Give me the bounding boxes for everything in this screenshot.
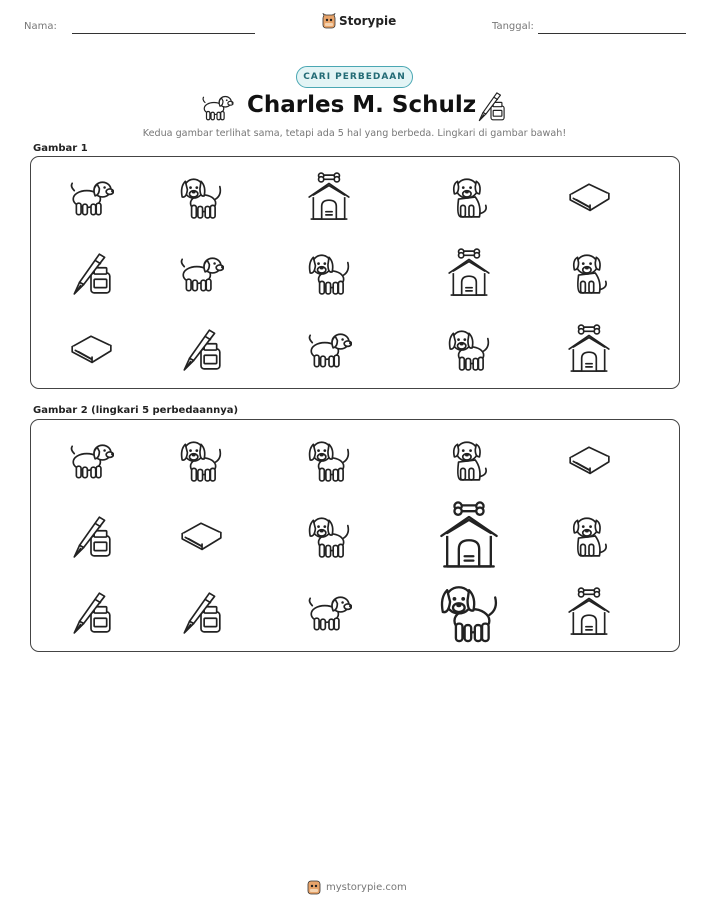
book-icon xyxy=(566,179,612,215)
name-line[interactable] xyxy=(72,33,255,34)
dog-standing-icon[interactable] xyxy=(306,437,352,483)
footer xyxy=(307,879,407,895)
dog-standing-icon[interactable] xyxy=(437,580,501,644)
book-icon[interactable] xyxy=(178,518,224,554)
doghouse-icon[interactable] xyxy=(566,587,612,637)
name-label: Nama: xyxy=(24,21,57,32)
dog-side-icon xyxy=(68,176,114,218)
date-line[interactable] xyxy=(538,33,686,34)
storypie-mascot-icon xyxy=(307,879,321,895)
pen-ink-icon[interactable] xyxy=(178,589,224,635)
dog-standing-icon xyxy=(178,174,224,220)
footer-url[interactable]: mystorypie.com xyxy=(326,881,407,893)
book-icon xyxy=(68,331,114,367)
doghouse-icon xyxy=(566,324,612,374)
pen-ink-icon xyxy=(178,326,224,372)
dog-sitting-icon[interactable] xyxy=(566,513,612,559)
section-1-label: Gambar 1 xyxy=(33,143,88,154)
dog-standing-icon[interactable] xyxy=(178,437,224,483)
dog-side-icon xyxy=(306,328,352,370)
doghouse-icon[interactable] xyxy=(437,501,501,571)
picture-2-panel[interactable] xyxy=(30,419,680,652)
dog-sitting-icon xyxy=(566,250,612,296)
section-2-label: Gambar 2 (lingkari 5 perbedaannya) xyxy=(33,405,239,416)
pen-ink-icon[interactable] xyxy=(68,513,114,559)
instructions: Kedua gambar terlihat sama, tetapi ada 5 hal yang berbeda. Lingkari di gambar bawah! xyxy=(142,128,567,139)
title-row xyxy=(0,90,709,126)
dog-sitting-icon[interactable] xyxy=(446,437,492,483)
dog-standing-icon xyxy=(306,250,352,296)
doghouse-icon xyxy=(306,172,352,222)
doghouse-icon xyxy=(446,248,492,298)
dog-standing-icon xyxy=(446,326,492,372)
dog-sitting-icon xyxy=(446,174,492,220)
date-label: Tanggal: xyxy=(492,21,534,32)
book-icon[interactable] xyxy=(566,442,612,478)
dog-standing-icon[interactable] xyxy=(306,513,352,559)
dog-side-icon[interactable] xyxy=(306,591,352,633)
dog-side-icon xyxy=(200,92,234,126)
page-title: Charles M. Schulz xyxy=(247,92,477,118)
pen-ink-icon xyxy=(475,90,507,126)
brand-logo xyxy=(322,13,396,29)
activity-badge: CARI PERBEDAAN xyxy=(296,66,413,88)
dog-side-icon xyxy=(178,252,224,294)
storypie-mascot-icon xyxy=(322,13,336,29)
pen-ink-icon xyxy=(68,250,114,296)
pen-ink-icon[interactable] xyxy=(68,589,114,635)
brand-name: Storypie xyxy=(339,14,397,28)
picture-1-panel xyxy=(30,156,680,389)
dog-side-icon[interactable] xyxy=(68,439,114,481)
